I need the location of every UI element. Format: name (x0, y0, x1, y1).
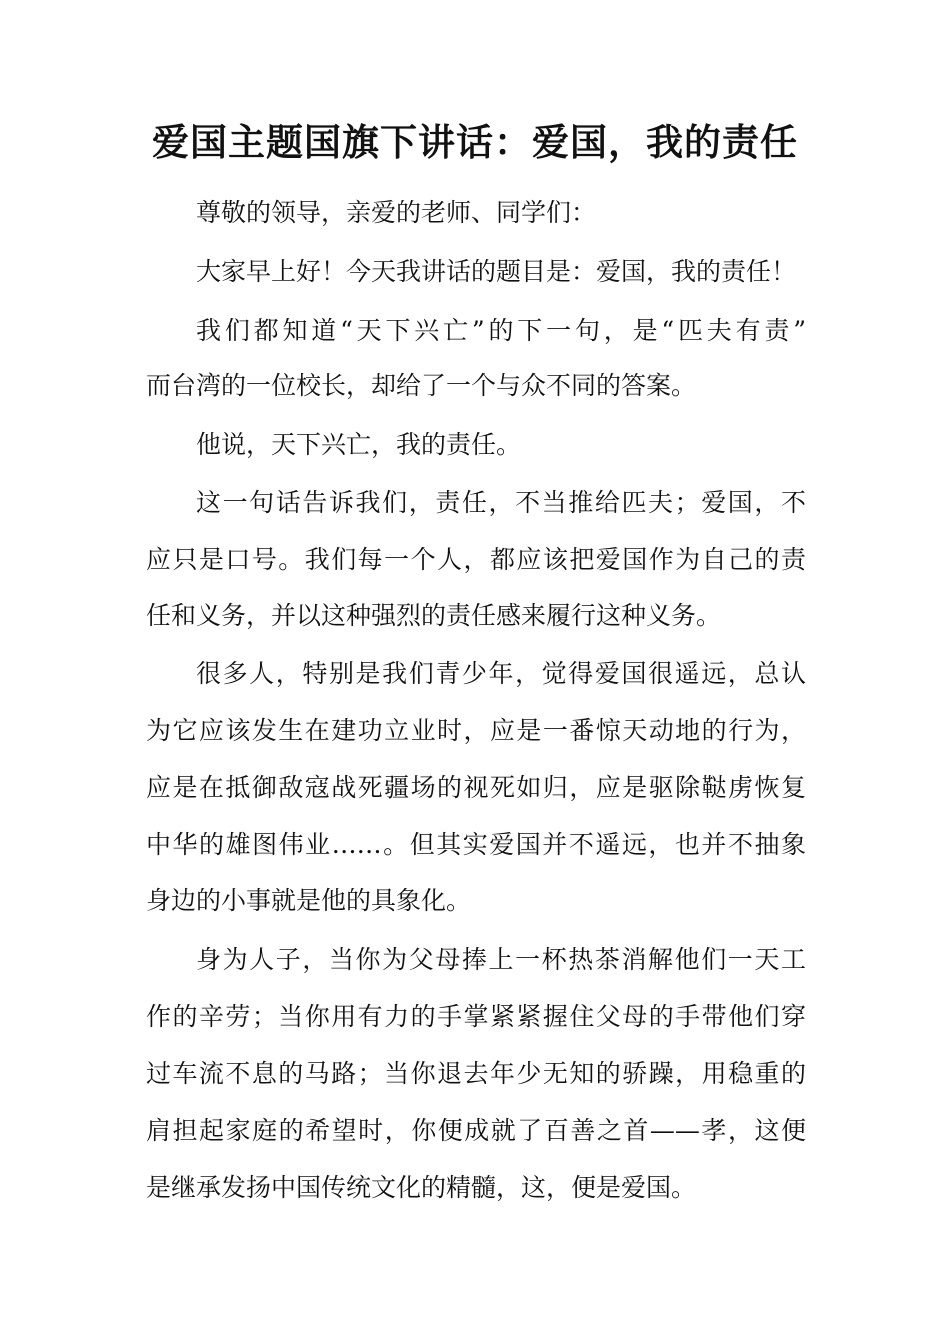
paragraph-line: 作的辛劳；当你用有力的手掌紧紧握住父母的手带他们穿 (146, 1002, 806, 1031)
paragraph-line: 应是在抵御敌寇战死疆场的视死如归，应是驱除鞑虏恢复 (146, 773, 806, 802)
document-title: 爱国主题国旗下讲话：爱国，我的责任 (152, 120, 798, 164)
opening-line: 大家早上好！今天我讲话的题目是：爱国，我的责任！ (196, 257, 797, 286)
greeting-line: 尊敬的领导，亲爱的老师、同学们： (196, 198, 597, 227)
paragraph-line: 为它应该发生在建功立业时，应是一番惊天动地的行为， (146, 716, 806, 745)
paragraph-line: 肩担起家庭的希望时，你便成就了百善之首——孝，这便 (146, 1116, 806, 1145)
paragraph-line: 而台湾的一位校长，却给了一个与众不同的答案。 (146, 371, 697, 400)
paragraph-line: 他说，天下兴亡，我的责任。 (196, 430, 522, 459)
paragraph-line: 我们都知道“天下兴亡”的下一句，是“匹夫有责” (196, 316, 806, 345)
paragraph-line: 应只是口号。我们每一个人，都应该把爱国作为自己的责 (146, 545, 806, 574)
paragraph-line: 过车流不息的马路；当你退去年少无知的骄躁，用稳重的 (146, 1059, 806, 1088)
paragraph-line: 是继承发扬中国传统文化的精髓，这，便是爱国。 (146, 1173, 697, 1202)
paragraph-line: 这一句话告诉我们，责任，不当推给匹夫；爱国，不 (196, 488, 806, 517)
paragraph-line: 身为人子，当你为父母捧上一杯热茶消解他们一天工 (196, 945, 806, 974)
paragraph-line: 任和义务，并以这种强烈的责任感来履行这种义务。 (146, 601, 722, 630)
paragraph-line: 很多人，特别是我们青少年，觉得爱国很遥远，总认 (196, 659, 806, 688)
paragraph-line: 身边的小事就是他的具象化。 (146, 886, 472, 915)
paragraph-line: 中华的雄图伟业……。但其实爱国并不遥远，也并不抽象 (146, 830, 806, 859)
